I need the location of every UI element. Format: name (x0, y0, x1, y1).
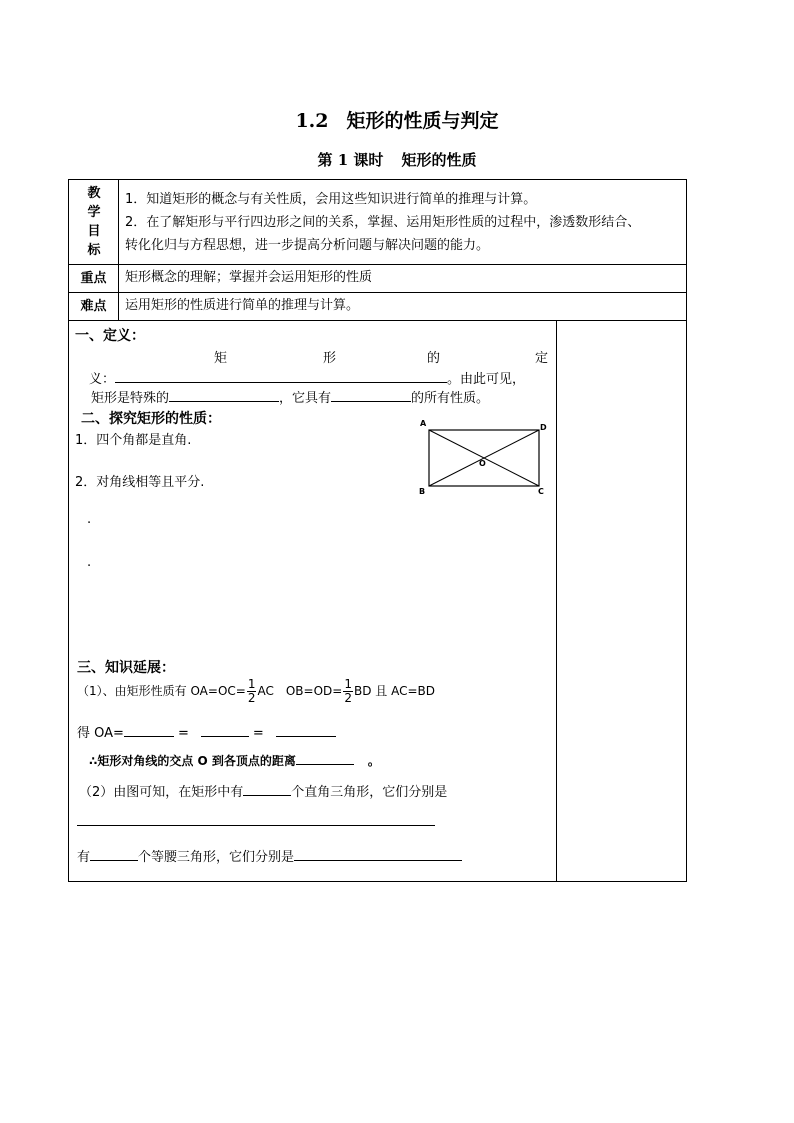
oa-blank-2[interactable] (201, 722, 249, 737)
def-word-2: 形 (323, 351, 337, 366)
difficulty-text: 运用矩形的性质进行简单的推理与计算。 (125, 298, 360, 313)
rectangle-figure (417, 416, 552, 498)
property-3-dot: . (87, 512, 92, 527)
label-o: O (479, 459, 486, 468)
goals-label: 教 学 目 标 (87, 186, 101, 258)
lesson-number: 第 1 课时 (317, 151, 384, 169)
property-2: 2．对角线相等且平分. (75, 475, 205, 490)
conclusion-line: ∴矩形对角线的交点 O 到各顶点的距离 。 (89, 750, 380, 769)
right-triangles-blank[interactable] (77, 811, 435, 826)
question-2-isosceles: 有 个等腰三角形，它们分别是 (77, 846, 462, 865)
section-number: 1.2 (295, 110, 329, 132)
lesson-topic: 矩形的性质 (401, 151, 477, 169)
def-word-3: 的 (427, 351, 441, 366)
oa-blank-3[interactable] (276, 722, 336, 737)
lesson-table (68, 179, 687, 882)
extension-heading: 三、知识延展： (77, 660, 175, 676)
question-1: （1）、由矩形性质有 OA=OC= $\frac{1}{2}$ AC OB=OD= $\frac{1}{2}$ BD 且 AC=BD (77, 677, 435, 705)
explore-heading: 二、探究矩形的性质： (81, 411, 221, 427)
definition-blank[interactable] (115, 368, 447, 383)
lesson-subtitle (0, 149, 794, 170)
difficulty-label: 难点 (80, 299, 107, 314)
question-1-answer: 得 OA= = = (77, 722, 336, 741)
def-word-1: 矩 (214, 351, 228, 366)
key-point-label: 重点 (80, 271, 107, 286)
def-word-4: 定 (535, 351, 549, 366)
label-a: A (420, 419, 427, 428)
goal-line-1: 1．知道矩形的概念与有关性质，会用这些知识进行简单的推理与计算。 (125, 192, 537, 207)
label-b: B (419, 487, 426, 496)
label-c: C (538, 487, 544, 496)
fraction-half-1: $\frac{1}{2}$ (247, 677, 256, 705)
page-title (0, 106, 794, 133)
label-d: D (540, 423, 547, 432)
definition-line-3: 矩形是特殊的 ，它具有 的所有性质。 (91, 387, 489, 406)
isosceles-count-blank[interactable] (90, 846, 138, 861)
property-1: 1．四个角都是直角. (75, 433, 192, 448)
fraction-half-2: $\frac{1}{2}$ (344, 677, 352, 705)
question-2: （2）由图可知，在矩形中有 个直角三角形，它们分别是 (79, 781, 447, 800)
key-point-text: 矩形概念的理解；掌握并会运用矩形的性质 (125, 270, 373, 285)
distance-blank[interactable] (296, 750, 354, 765)
definition-heading: 一、定义： (75, 328, 145, 344)
definition-line-2: 义： 。由此可见， (89, 368, 525, 387)
oa-blank-1[interactable] (124, 722, 174, 737)
title-text: 矩形的性质与判定 (346, 110, 499, 132)
goal-line-2: 2．在了解矩形与平行四边形之间的关系，掌握、运用矩形性质的过程中，渗透数形结合、 (125, 215, 641, 230)
property-4-dot: . (87, 555, 92, 570)
right-triangle-count-blank[interactable] (243, 781, 291, 796)
special-blank[interactable] (169, 387, 279, 402)
isosceles-list-blank[interactable] (294, 846, 462, 861)
property-blank[interactable] (331, 387, 411, 402)
goal-line-3: 转化化归与方程思想，进一步提高分析问题与解决问题的能力。 (125, 238, 490, 253)
